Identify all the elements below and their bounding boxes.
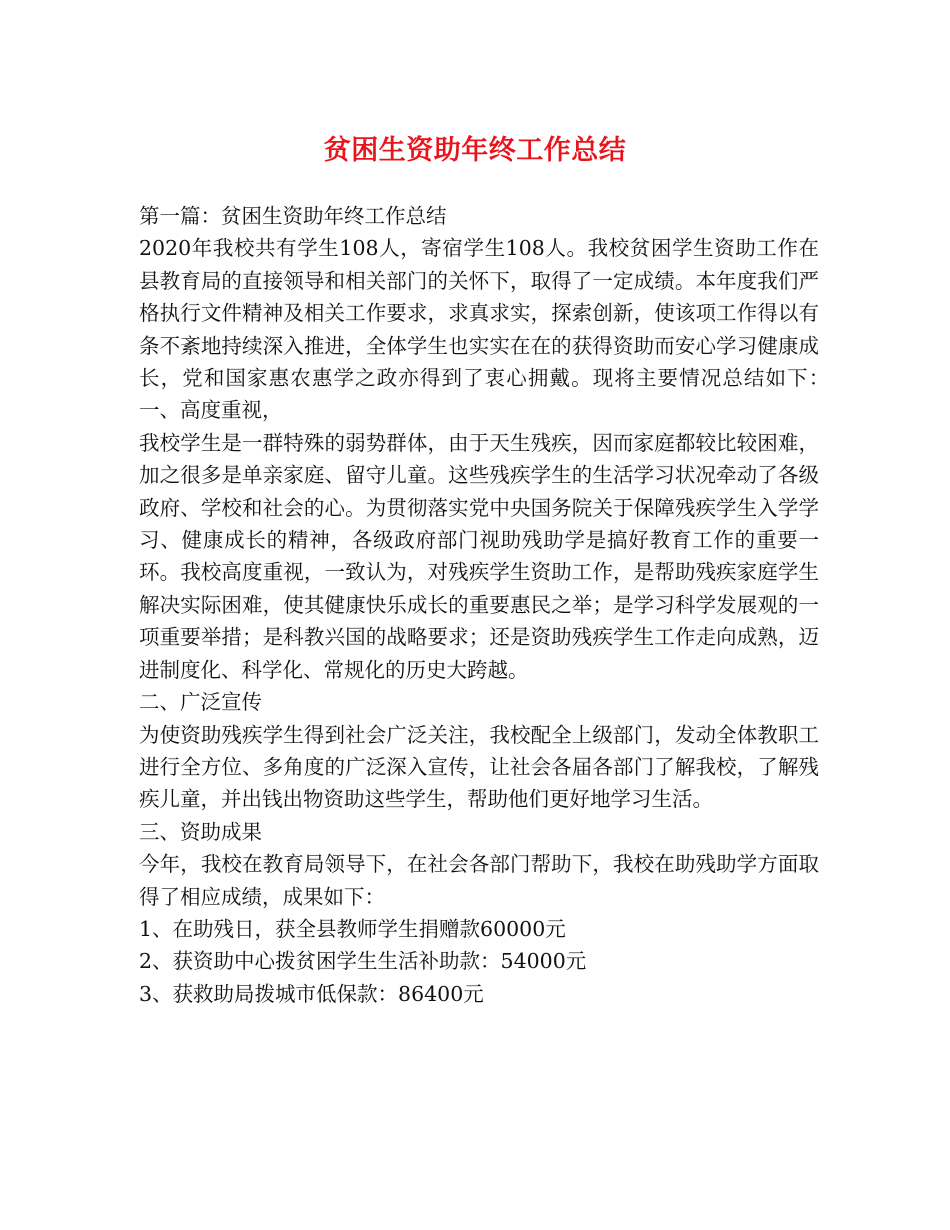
intro-paragraph: 2020年我校共有学生108人，寄宿学生108人。我校贫困学生资助工作在县教育局的直接领导和相关部门的关怀下，取得了一定成绩。本年度我们严格执行文件精神及相关工作要求，求真求实，探索创新，使该项工作得以有条不紊地持续深入推进，全体学生也实实在在的获得资助而安心学习健康成长，党和国家惠农惠学之政亦得到了衷心拥戴。现将主要情况总结如下： 一、高度重视， — [139, 236, 840, 423]
section-heading-first-article: 第一篇：贫困生资助年终工作总结 — [139, 204, 447, 228]
document-body — [139, 200, 840, 1010]
result-item-2: 2、获资助中心拨贫困学生生活补助款：54000元 — [139, 949, 587, 974]
document-title: 贫困生资助年终工作总结 — [323, 135, 627, 166]
section-heading-results: 三、资助成果 — [139, 819, 262, 844]
paragraph-publicity: 为使资助残疾学生得到社会广泛关注，我校配全上级部门，发动全体教职工进行全方位、多角度的广泛深入宣传，让社会各届各部门了解我校，了解残疾儿童，并出钱出物资助这些学生，帮助他们更好地学习生活。 — [139, 722, 819, 812]
paragraph-importance: 我校学生是一群特殊的弱势群体，由于天生残疾，因而家庭都较比较困难，加之很多是单亲家庭、留守儿童。这些残疾学生的生活学习状况牵动了各级政府、学校和社会的心。为贯彻落实党中央国务院关于保障残疾学生入学学习、健康成长的精神，各级政府部门视助残助学是搞好教育工作的重要一环。我校高度重视，一致认为，对残疾学生资助工作，是帮助残疾家庭学生解决实际困难，使其健康快乐成长的重要惠民之举；是学习科学发展观的一项重要举措；是科教兴国的战略要求；还是资助残疾学生工作走向成熟，迈进制度化、科学化、常规化的历史大跨越。 — [139, 430, 819, 682]
result-item-1: 1、在助残日，获全县教师学生捐赠款60000元 — [139, 916, 566, 941]
result-item-3: 3、获救助局拨城市低保款：86400元 — [139, 981, 484, 1006]
paragraph-results: 今年，我校在教育局领导下，在社会各部门帮助下，我校在助残助学方面取得了相应成绩，成果如下： — [139, 852, 819, 909]
section-heading-publicity: 二、广泛宣传 — [139, 690, 262, 715]
